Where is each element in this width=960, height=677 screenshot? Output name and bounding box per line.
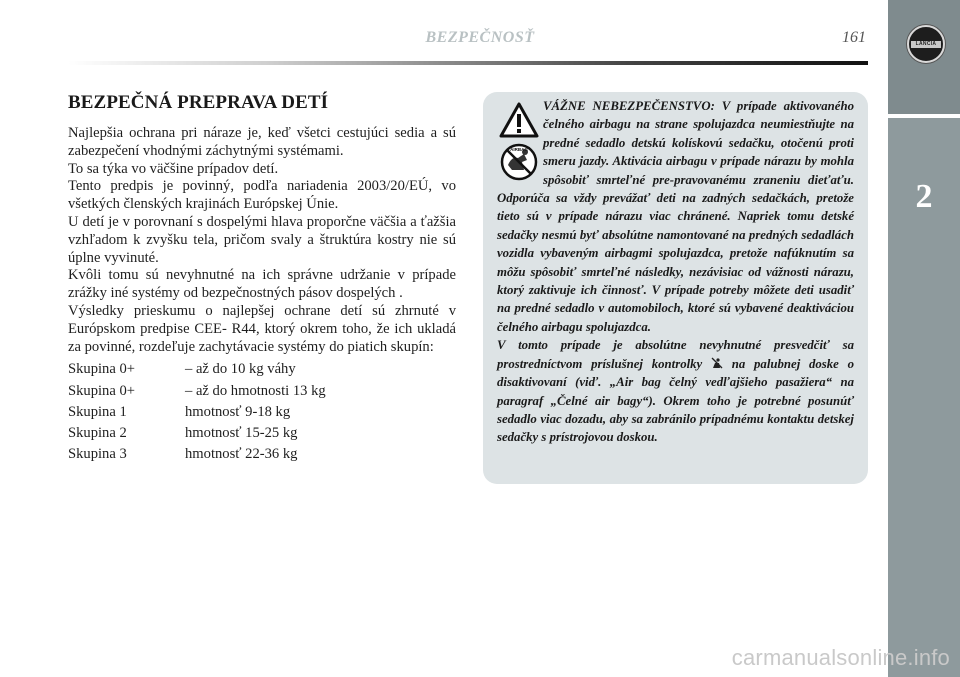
group-label: Skupina 3	[68, 446, 127, 463]
chapter-number: 2	[915, 178, 933, 215]
airbag-off-indicator-icon	[711, 357, 723, 369]
warning-text-part: na palubnej doske o disaktivovaní (viď. „Air bag čelný vedľajšieho pasažiera“ na paragraf „Čelné air bagy“). Okrem toho je potrebné posunúť sedadlo viac dozadu, aby sa zabránilo prípadnému kontaktu detskej sedačky s prístrojovou doskou.	[497, 356, 855, 445]
warning-paragraph	[497, 336, 854, 446]
group-row	[68, 359, 456, 380]
group-desc: hmotnosť 15-25 kg	[185, 424, 298, 441]
paragraph: Najlepšia ochrana pri náraze je, keď všetci cestujúci sedia a sú zabezpečení vhodnými záchytnými systémami.	[68, 125, 456, 159]
group-label: Skupina 0+	[68, 361, 136, 378]
paragraph: Výsledky prieskumu o najlepšej ochrane detí sú zhrnuté v Európskom predpise CEE- R44, ktorý okrem toho, že ich ukladá za povinné, rozdeľuje zachytávacie systémy do piatich skupín:	[68, 302, 456, 355]
brand-logo-icon	[907, 25, 945, 63]
group-label: Skupina 1	[68, 403, 127, 420]
group-label: Skupina 2	[68, 424, 127, 441]
paragraph: Kvôli tomu sú nevyhnutné na ich správne udržanie v prípade zrážky iné systémy od bezpečnostných pásov dospelých .	[68, 267, 456, 302]
warning-text	[497, 97, 854, 447]
page-number: 161	[842, 29, 866, 46]
sidebar-divider	[888, 114, 960, 118]
group-desc: hmotnosť 22-36 kg	[185, 446, 298, 463]
warning-paragraph: VÁŽNE NEBEZPEČENSTVO: V prípade aktivovaného čelného airbagu na strane spolujazdca neumiestňujte na predné sedadlo detskú kolískovú sedačku, otočenú proti smeru jazdy. Aktivácia airbagu v prípade nárazu by mohla spôsobiť smrteľné pre-pravovanému zraneniu dieťaťu. Odporúča sa vždy prevážať deti na zadných sedačkách, pretože tieto sú v prípade nárazu viac chránené. Napriek tomu detské sedačky nesmú byť absolútne namontované na predných sedadlách vozidla vybaveným airbagmi spolujazdca, pretože nafúknutím sa môžu spôsobiť smrteľné následky, nezávisiac od vážnosti nárazu, ktorý zaktivuje ich činnosť. V prípade potreby môžete deti usadiť na predné sedadlo v automobiloch, ktoré sú vybavené deaktiváciou čelného airbagu spolujazdca.	[497, 99, 854, 334]
group-desc: – až do hmotnosti 13 kg	[185, 382, 326, 399]
paragraph: Tento predpis je povinný, podľa nariadenia 2003/20/EÚ, vo všetkých členských krajinách Európskej Únie.	[68, 178, 456, 213]
running-header-title: BEZPEČNOSŤ	[425, 29, 535, 46]
body-text	[68, 125, 456, 356]
airbag-icon-label: AIRBAG	[510, 147, 528, 152]
warning-text-part: V tomto prípade je absolútne nevyhnutné presvedčiť sa prostredníctvom príslušnej kontrolky	[497, 338, 854, 371]
group-desc: – až do 10 kg váhy	[185, 361, 296, 378]
watermark: carmanualsonline.info	[731, 645, 950, 670]
group-row	[68, 423, 456, 444]
paragraph: To sa týka vo väčšine prípadov detí.	[68, 160, 279, 177]
group-desc: hmotnosť 9-18 kg	[185, 403, 291, 420]
logo-text: LANCIA	[911, 41, 941, 48]
group-row	[68, 444, 456, 465]
header-rule	[68, 61, 868, 65]
paragraph: U detí je v porovnaní s dospelými hlava proporčne väčšia a ťažšia vzhľadom k zvyšku tela, pričom svaly a štruktúra kostry nie sú úplne vyvinuté.	[68, 213, 456, 266]
main-text-column	[68, 92, 456, 465]
chapter-sidebar	[888, 0, 960, 677]
group-row	[68, 402, 456, 423]
group-list	[68, 359, 456, 465]
section-title: BEZPEČNÁ PREPRAVA DETÍ	[68, 92, 329, 113]
group-label: Skupina 0+	[68, 382, 136, 399]
group-row	[68, 381, 456, 402]
